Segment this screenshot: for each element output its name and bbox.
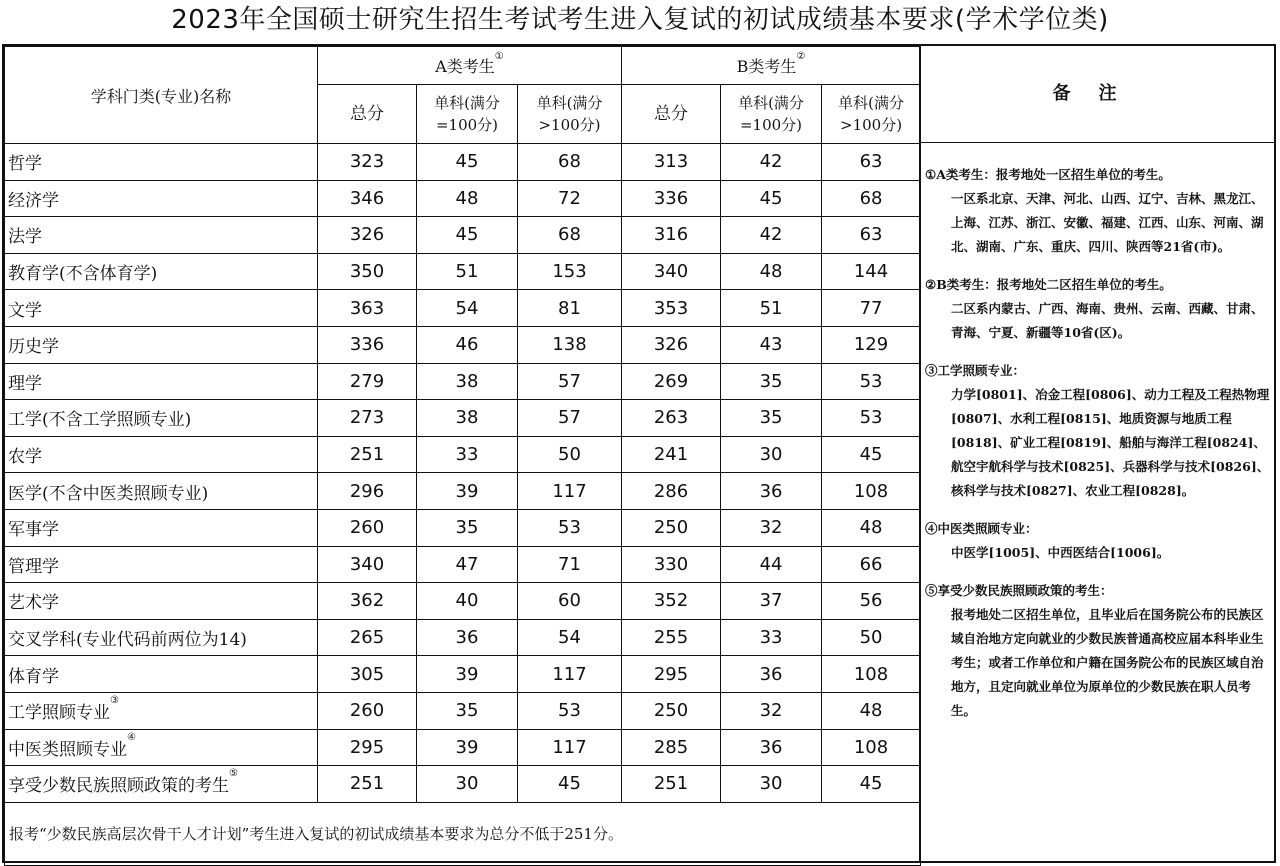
b-total-cell: 269 <box>622 363 721 400</box>
remark-4-body: 中医学[1005]、中西医结合[1006]。 <box>951 545 1170 560</box>
a-single-gt100-header: 单科(满分>100分) <box>518 85 622 144</box>
remarks-header: 备注 <box>921 46 1276 143</box>
table-row <box>5 217 921 254</box>
remark-2-body: 二区系内蒙古、广西、海南、贵州、云南、西藏、甘肃、青海、宁夏、新疆等10省(区)。 <box>951 301 1264 340</box>
page-title: 2023年全国硕士研究生招生考试考生进入复试的初试成绩基本要求(学术学位类) <box>171 5 1109 35</box>
subject-name-cell <box>5 656 318 693</box>
b-single-gt100-cell: 108 <box>822 473 921 510</box>
a-single-100-cell: 45 <box>417 144 518 181</box>
b-single-100-cell: 33 <box>721 619 822 656</box>
table-row <box>5 363 921 400</box>
b-single-100-cell: 42 <box>721 144 822 181</box>
subject-name-cell <box>5 546 318 583</box>
subject-name-cell <box>5 692 318 729</box>
a-total-cell: 251 <box>318 766 417 803</box>
b-single-100-cell: 42 <box>721 217 822 254</box>
b-single-gt100-cell: 53 <box>822 400 921 437</box>
remark-5-body: 报考地处二区招生单位，且毕业后在国务院公布的民族区域自治地方定向就业的少数民族普通高校应届本科毕业生考生；或者工作单位和户籍在国务院公布的民族区域自治地方，且定向就业单位为原单位的少数民族在职人员考生。 <box>951 607 1264 718</box>
table-row <box>5 473 921 510</box>
b-single-gt100-cell: 108 <box>822 729 921 766</box>
b-single-gt100-cell: 66 <box>822 546 921 583</box>
subject-name: 文学 <box>8 300 42 321</box>
b-total-cell: 353 <box>622 290 721 327</box>
subject-name-cell <box>5 766 318 803</box>
b-single-100-cell: 30 <box>721 766 822 803</box>
subject-name-cell <box>5 290 318 327</box>
a-single-100-cell: 38 <box>417 363 518 400</box>
b-total-cell: 285 <box>622 729 721 766</box>
b-single-gt100-cell: 63 <box>822 144 921 181</box>
table-row <box>5 180 921 217</box>
a-single-gt100-cell: 60 <box>518 583 622 620</box>
table-row <box>5 253 921 290</box>
b-total-header: 总分 <box>622 85 721 144</box>
b-single-gt100-cell: 45 <box>822 436 921 473</box>
b-single-100-cell: 32 <box>721 509 822 546</box>
subject-name: 工学照顾专业 <box>8 703 110 724</box>
a-single-100-cell: 51 <box>417 253 518 290</box>
b-single-100-cell: 30 <box>721 436 822 473</box>
table-row <box>5 546 921 583</box>
a-single-100-header: 单科(满分=100分) <box>417 85 518 144</box>
b-single-gt100-cell: 53 <box>822 363 921 400</box>
b-total-cell: 330 <box>622 546 721 583</box>
subject-name: 工学(不含工学照顾专业) <box>8 410 192 431</box>
subject-name-cell <box>5 473 318 510</box>
a-total-cell: 323 <box>318 144 417 181</box>
a-single-100-cell: 35 <box>417 509 518 546</box>
a-single-gt100-cell: 138 <box>518 326 622 363</box>
remark-5-title: ⑤享受少数民族照顾政策的考生： <box>925 583 1113 598</box>
a-total-cell: 260 <box>318 509 417 546</box>
a-single-gt100-cell: 81 <box>518 290 622 327</box>
a-total-cell: 305 <box>318 656 417 693</box>
subject-column-header: 学科门类(专业)名称 <box>5 47 318 144</box>
a-single-gt100-cell: 71 <box>518 546 622 583</box>
a-single-gt100-cell: 153 <box>518 253 622 290</box>
subject-name-cell <box>5 363 318 400</box>
b-total-cell: 255 <box>622 619 721 656</box>
b-single-100-cell: 44 <box>721 546 822 583</box>
footnote-mark: ⑤ <box>229 768 238 780</box>
a-total-cell: 260 <box>318 692 417 729</box>
a-total-cell: 251 <box>318 436 417 473</box>
a-single-100-cell: 46 <box>417 326 518 363</box>
subject-name-cell <box>5 729 318 766</box>
a-total-cell: 340 <box>318 546 417 583</box>
b-single-100-cell: 36 <box>721 729 822 766</box>
group-b-mark: ② <box>796 51 806 62</box>
table-row <box>5 619 921 656</box>
subject-name-cell <box>5 400 318 437</box>
b-single-100-cell: 35 <box>721 363 822 400</box>
remark-3-title: ③工学照顾专业： <box>925 363 1026 378</box>
b-single-100-cell: 43 <box>721 326 822 363</box>
b-single-gt100-cell: 77 <box>822 290 921 327</box>
a-single-gt100-cell: 68 <box>518 217 622 254</box>
a-single-gt100-cell: 53 <box>518 692 622 729</box>
b-total-cell: 313 <box>622 144 721 181</box>
a-single-100-cell: 45 <box>417 217 518 254</box>
b-total-cell: 295 <box>622 656 721 693</box>
a-single-100-cell: 38 <box>417 400 518 437</box>
group-b-label: B类考生 <box>736 57 797 76</box>
a-total-cell: 363 <box>318 290 417 327</box>
subject-name-cell <box>5 217 318 254</box>
subject-name: 法学 <box>8 227 42 248</box>
a-total-header: 总分 <box>318 85 417 144</box>
b-total-cell: 241 <box>622 436 721 473</box>
b-total-cell: 263 <box>622 400 721 437</box>
a-single-gt100-cell: 117 <box>518 729 622 766</box>
b-total-cell: 250 <box>622 509 721 546</box>
subject-name: 经济学 <box>8 190 59 211</box>
table-row <box>5 692 921 729</box>
group-b-header <box>622 47 921 85</box>
table-row <box>5 436 921 473</box>
subject-name-cell <box>5 619 318 656</box>
a-single-gt100-cell: 68 <box>518 144 622 181</box>
a-single-gt100-cell: 57 <box>518 363 622 400</box>
a-single-gt100-cell: 72 <box>518 180 622 217</box>
a-single-gt100-cell: 45 <box>518 766 622 803</box>
a-single-100-cell: 54 <box>417 290 518 327</box>
table-row <box>5 290 921 327</box>
a-total-cell: 362 <box>318 583 417 620</box>
table-row <box>5 326 921 363</box>
a-total-cell: 346 <box>318 180 417 217</box>
group-a-mark: ① <box>494 51 504 62</box>
a-single-100-cell: 39 <box>417 729 518 766</box>
table-row <box>5 729 921 766</box>
b-single-gt100-cell: 48 <box>822 509 921 546</box>
b-single-gt100-cell: 144 <box>822 253 921 290</box>
b-total-cell: 316 <box>622 217 721 254</box>
a-single-100-cell: 47 <box>417 546 518 583</box>
subject-name-cell <box>5 326 318 363</box>
a-single-100-cell: 48 <box>417 180 518 217</box>
b-single-gt100-cell: 56 <box>822 583 921 620</box>
a-total-cell: 273 <box>318 400 417 437</box>
remark-1-title: ①A类考生：报考地处一区招生单位的考生。 <box>925 167 1171 182</box>
remark-3-body: 力学[0801]、冶金工程[0806]、动力工程及工程热物理[0807]、水利工程[0815]、地质资源与地质工程[0818]、矿业工程[0819]、船舶与海洋工程[0824]、航空宇航科学与技术[0825]、兵器科学与技术[0826]、核科学与技术[0827]、农业工程[0828]。 <box>951 387 1270 498</box>
b-single-100-cell: 32 <box>721 692 822 729</box>
a-single-100-cell: 36 <box>417 619 518 656</box>
a-single-100-cell: 33 <box>417 436 518 473</box>
b-single-100-cell: 51 <box>721 290 822 327</box>
subject-name-cell <box>5 180 318 217</box>
b-single-gt100-cell: 45 <box>822 766 921 803</box>
table-row <box>5 766 921 803</box>
a-single-gt100-cell: 50 <box>518 436 622 473</box>
subject-name: 理学 <box>8 373 42 394</box>
b-single-100-cell: 36 <box>721 656 822 693</box>
b-single-100-cell: 36 <box>721 473 822 510</box>
subject-name: 享受少数民族照顾政策的考生 <box>8 776 229 797</box>
subject-name: 中医类照顾专业 <box>8 739 127 760</box>
table-row <box>5 656 921 693</box>
a-single-100-cell: 35 <box>417 692 518 729</box>
remark-4-title: ④中医类照顾专业： <box>925 521 1038 536</box>
footnote-mark: ③ <box>110 695 119 707</box>
a-total-cell: 336 <box>318 326 417 363</box>
b-single-gt100-cell: 129 <box>822 326 921 363</box>
a-total-cell: 265 <box>318 619 417 656</box>
a-single-100-cell: 39 <box>417 656 518 693</box>
subject-name: 军事学 <box>8 520 59 541</box>
b-single-gt100-cell: 68 <box>822 180 921 217</box>
table-row <box>5 509 921 546</box>
b-total-cell: 336 <box>622 180 721 217</box>
subject-name: 哲学 <box>8 154 42 175</box>
subject-name: 管理学 <box>8 556 59 577</box>
subject-name: 艺术学 <box>8 593 59 614</box>
a-total-cell: 350 <box>318 253 417 290</box>
remark-2-title: ②B类考生：报考地处二区招生单位的考生。 <box>925 277 1172 292</box>
b-single-gt100-cell: 50 <box>822 619 921 656</box>
subject-name-cell <box>5 436 318 473</box>
a-single-gt100-cell: 54 <box>518 619 622 656</box>
footer-note: 报考“少数民族高层次骨干人才计划”考生进入复试的初试成绩基本要求为总分不低于251分。 <box>5 802 921 865</box>
b-total-cell: 352 <box>622 583 721 620</box>
subject-name: 体育学 <box>8 666 59 687</box>
remarks-divider <box>919 46 921 861</box>
subject-name: 教育学(不含体育学) <box>8 264 158 285</box>
b-single-100-header: 单科(满分=100分) <box>721 85 822 144</box>
b-total-cell: 340 <box>622 253 721 290</box>
b-single-gt100-cell: 108 <box>822 656 921 693</box>
subject-name-cell <box>5 144 318 181</box>
b-single-gt100-cell: 48 <box>822 692 921 729</box>
b-single-100-cell: 35 <box>721 400 822 437</box>
subject-name: 医学(不含中医类照顾专业) <box>8 483 209 504</box>
b-total-cell: 251 <box>622 766 721 803</box>
b-single-100-cell: 37 <box>721 583 822 620</box>
footnote-mark: ④ <box>127 731 136 743</box>
remarks-panel <box>925 163 1270 723</box>
group-a-header <box>318 47 622 85</box>
b-total-cell: 250 <box>622 692 721 729</box>
a-single-gt100-cell: 53 <box>518 509 622 546</box>
subject-name-cell <box>5 583 318 620</box>
a-total-cell: 279 <box>318 363 417 400</box>
subject-name: 历史学 <box>8 337 59 358</box>
remark-1-body: 一区系北京、天津、河北、山西、辽宁、吉林、黑龙江、上海、江苏、浙江、安徽、福建、江西、山东、河南、湖北、湖南、广东、重庆、四川、陕西等21省(市)。 <box>951 191 1264 254</box>
a-single-gt100-cell: 57 <box>518 400 622 437</box>
b-total-cell: 286 <box>622 473 721 510</box>
table-row <box>5 583 921 620</box>
a-single-100-cell: 30 <box>417 766 518 803</box>
table-row <box>5 400 921 437</box>
subject-name: 农学 <box>8 447 42 468</box>
b-single-gt100-cell: 63 <box>822 217 921 254</box>
subject-name-cell <box>5 509 318 546</box>
table-body <box>5 144 921 803</box>
subject-name-cell <box>5 253 318 290</box>
a-single-100-cell: 39 <box>417 473 518 510</box>
b-single-gt100-header: 单科(满分>100分) <box>822 85 921 144</box>
a-total-cell: 295 <box>318 729 417 766</box>
subject-name: 交叉学科(专业代码前两位为14) <box>8 630 247 651</box>
score-table <box>4 46 921 866</box>
a-single-gt100-cell: 117 <box>518 656 622 693</box>
a-single-gt100-cell: 117 <box>518 473 622 510</box>
b-total-cell: 326 <box>622 326 721 363</box>
a-total-cell: 326 <box>318 217 417 254</box>
b-single-100-cell: 48 <box>721 253 822 290</box>
a-single-100-cell: 40 <box>417 583 518 620</box>
group-a-label: A类考生 <box>435 57 495 76</box>
table-row <box>5 144 921 181</box>
b-single-100-cell: 45 <box>721 180 822 217</box>
a-total-cell: 296 <box>318 473 417 510</box>
